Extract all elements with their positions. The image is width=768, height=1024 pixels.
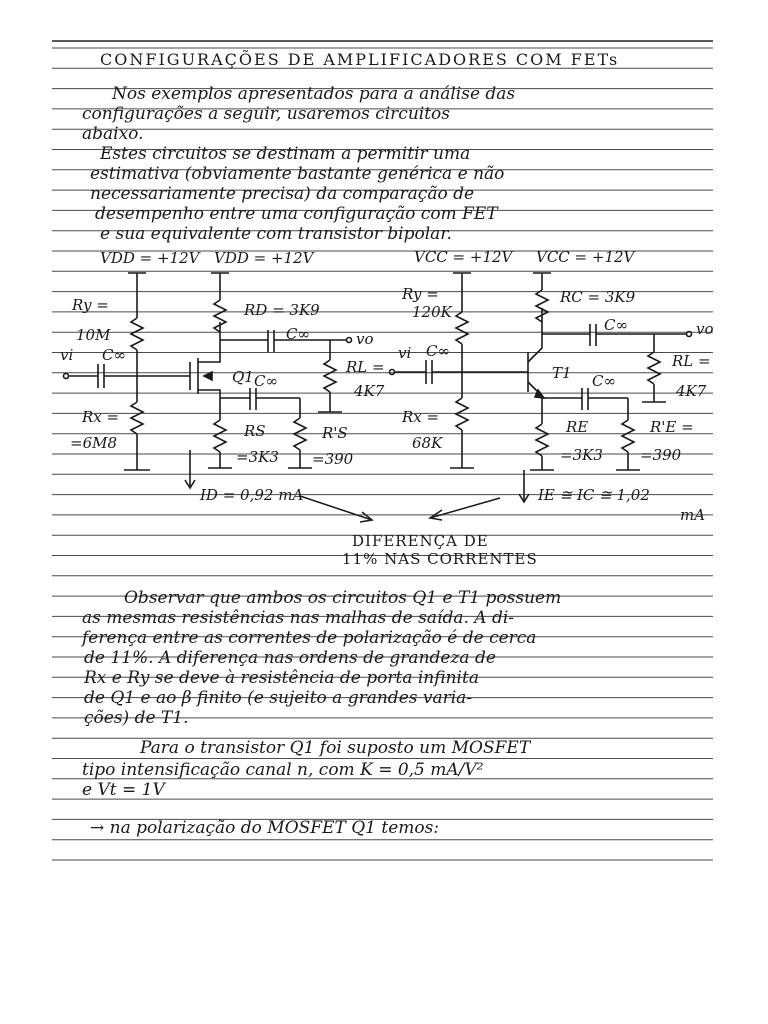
para2-line: Rx e Ry se deve à resistência de porta infinita bbox=[84, 668, 479, 688]
ry-value: 10M bbox=[76, 326, 111, 344]
rs-value: =3K3 bbox=[236, 448, 279, 466]
rs-label: RS bbox=[244, 422, 266, 440]
rs-prime-label: R'S bbox=[322, 424, 348, 442]
difference-line: DIFERENÇA DE bbox=[352, 532, 489, 550]
intro-line: abaixo. bbox=[82, 124, 144, 144]
para2-line: ções) de T1. bbox=[84, 708, 189, 728]
rx-value: =6M8 bbox=[70, 434, 118, 452]
re-prime-value: =390 bbox=[640, 446, 682, 464]
re-prime-label: R'E = bbox=[650, 418, 694, 436]
vcc-right-label: VCC = +12V bbox=[536, 248, 635, 266]
cin-label: C∞ bbox=[102, 346, 126, 364]
rl-bjt-value: 4K7 bbox=[676, 382, 707, 400]
re-value: =3K3 bbox=[560, 446, 603, 464]
para1-line: desempenho entre uma configuração com FET bbox=[95, 204, 498, 224]
cout-bjt-label: C∞ bbox=[604, 316, 628, 334]
ce-label: C∞ bbox=[592, 372, 616, 390]
intro-line: configurações a seguir, usaremos circuitos bbox=[82, 104, 450, 124]
vo-label: vo bbox=[356, 330, 374, 348]
bjt-current-label: IE ≅ IC ≅ 1,02 bbox=[538, 486, 650, 504]
vdd-left-label: VDD = +12V bbox=[100, 249, 200, 267]
para3-line: tipo intensificação canal n, com K = 0,5 mA/V² bbox=[82, 760, 484, 780]
para3-line: Para o transistor Q1 foi suposto um MOSFET bbox=[140, 738, 531, 758]
para2-line: as mesmas resistências nas malhas de saída. A di- bbox=[82, 608, 515, 628]
cs-label: C∞ bbox=[254, 372, 278, 390]
para3-line: e Vt = 1V bbox=[82, 780, 165, 800]
para1-line: e sua equivalente com transistor bipolar. bbox=[100, 224, 452, 244]
intro-line: Nos exemplos apresentados para a análise das bbox=[112, 84, 516, 104]
rx-bjt-value: 68K bbox=[412, 434, 443, 452]
rl-label: RL = bbox=[346, 358, 385, 376]
vo-bjt-label: vo bbox=[696, 320, 714, 338]
vdd-right-label: VDD = +12V bbox=[214, 249, 314, 267]
para1-line: Estes circuitos se destinam a permitir uma bbox=[100, 144, 471, 164]
vcc-left-label: VCC = +12V bbox=[414, 248, 513, 266]
vi-label: vi bbox=[60, 346, 74, 364]
difference-line: 11% NAS CORRENTES bbox=[342, 550, 538, 568]
rx-label: Rx = bbox=[82, 408, 120, 426]
rl-value: 4K7 bbox=[354, 382, 385, 400]
ry-bjt-label: Ry = bbox=[402, 285, 439, 303]
fet-current-label: ID = 0,92 mA bbox=[200, 486, 304, 504]
cin-bjt-label: C∞ bbox=[426, 342, 450, 360]
rc-label: RC = 3K9 bbox=[560, 288, 636, 306]
rd-label: RD = 3K9 bbox=[244, 301, 320, 319]
ry-bjt-value: 120K bbox=[412, 303, 452, 321]
cout-label: C∞ bbox=[286, 325, 310, 343]
para2-line: de Q1 e ao β finito (e sujeito a grandes varia- bbox=[84, 688, 473, 708]
rx-bjt-label: Rx = bbox=[402, 408, 440, 426]
para1-line: estimativa (obviamente bastante genérica e não bbox=[90, 164, 505, 184]
para2-line: ferença entre as correntes de polarização é de cerca bbox=[82, 628, 537, 648]
para1-line: necessariamente precisa) da comparação de bbox=[90, 184, 475, 204]
para2-line: Observar que ambos os circuitos Q1 e T1 possuem bbox=[124, 588, 562, 608]
mosfet-bias-line: → na polarização do MOSFET Q1 temos: bbox=[90, 818, 440, 838]
bjt-current-unit: mA bbox=[680, 506, 706, 524]
ry-label: Ry = bbox=[72, 296, 109, 314]
re-label: RE bbox=[566, 418, 589, 436]
difference-arrows bbox=[300, 496, 500, 522]
page-title: CONFIGURAÇÕES DE AMPLIFICADORES COM FETs bbox=[100, 50, 620, 69]
para2-line: de 11%. A diferença nas ordens de grandeza de bbox=[84, 648, 496, 668]
rs-prime-value: =390 bbox=[312, 450, 354, 468]
q1-label: Q1 bbox=[232, 368, 254, 386]
vi-bjt-label: vi bbox=[398, 344, 412, 362]
t1-label: T1 bbox=[552, 364, 572, 382]
rl-bjt-label: RL = bbox=[672, 352, 711, 370]
